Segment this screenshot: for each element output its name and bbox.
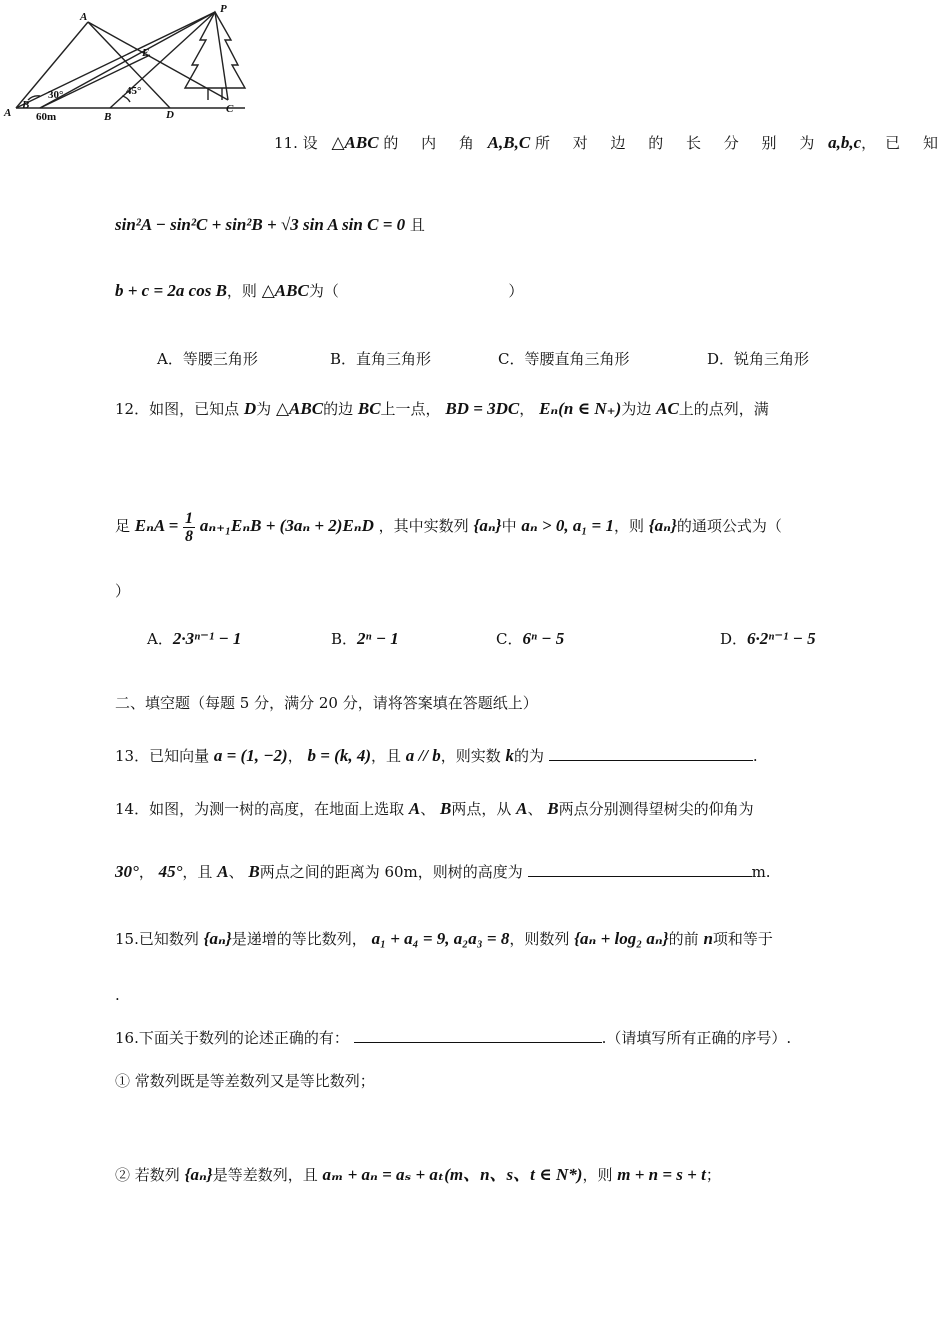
figure-label-a: A — [4, 107, 12, 119]
q12-close-paren: ） — [115, 582, 131, 600]
q11-option-c: C．等腰直角三角形 — [498, 350, 630, 368]
triangle-tree-figure — [0, 0, 260, 130]
q11-equation1: sin²A − sin²C + sin²B + √3 sin A sin C = 0 且 — [115, 215, 425, 234]
q16-line: 16.下面关于数列的论述正确的有： .（请填写所有正确的序号）. — [115, 1026, 791, 1049]
q12-option-a: A．2·3ⁿ⁻¹ − 1 — [147, 629, 242, 648]
q16-answer-blank[interactable] — [354, 1026, 602, 1043]
q12-line1: 12．如图，已知点 D为 △ABC的边 BC上一点， BD = 3DC， Eₙ(n ∈ N₊)为边 AC上的点列，满 — [115, 399, 769, 418]
figure-label-b: B — [104, 111, 112, 123]
figure-label-30: 30° — [48, 89, 64, 101]
q14-line2: 30°， 45°，且 A、 B两点之间的距离为 60m，则树的高度为 m. — [115, 862, 771, 881]
q13-line: 13．已知向量 a = (1, −2)， b = (k, 4)，且 a // b，则实数 k的为 . — [115, 746, 758, 765]
q11-option-b: B．直角三角形 — [330, 350, 432, 368]
q13-answer-blank[interactable] — [549, 744, 753, 761]
section-2-heading: 二、填空题（每题 5 分，满分 20 分，请将答案填在答题纸上） — [115, 694, 538, 712]
figure-label-b-small: B — [22, 99, 30, 111]
q14-line1: 14．如图，为测一树的高度，在地面上选取 A、 B两点，从 A、 B两点分别测得望树尖的仰角为 — [115, 799, 754, 818]
q11-option-d: D．锐角三角形 — [707, 350, 810, 368]
q14-answer-blank[interactable] — [528, 860, 752, 877]
figure-label-c: C — [226, 103, 234, 115]
figure-label-p: P — [220, 3, 227, 15]
q16-item-1: ① 常数列既是等差数列又是等比数列； — [115, 1072, 375, 1090]
q11-option-a: A．等腰三角形 — [157, 350, 258, 368]
q12-fraction: $\frac{1}{8}$ — [185, 509, 194, 545]
q12-line2: 足 EₙA = $\frac{1}{8}$ aₙ₊₁EₙB + (3aₙ + 2)EₙD ，其中实数列 {aₙ}中 aₙ > 0, a₁ = 1，则 {aₙ}的通项公式为（ — [115, 509, 782, 545]
q15-period: . — [115, 986, 120, 1004]
q12-option-d: D．6·2ⁿ⁻¹ − 5 — [720, 629, 816, 648]
figure-label-60m: 60m — [36, 111, 57, 123]
figure-label-d: D — [166, 109, 174, 121]
q12-option-c: C．6ⁿ − 5 — [496, 629, 565, 648]
q11-equation2: b + c = 2a cos B，则 △ABC为（ ） — [115, 281, 524, 300]
q15-line: 15.已知数列 {aₙ}是递增的等比数列， a₁ + a₄ = 9, a₂a₃ = 8，则数列 {aₙ + log₂ aₙ}的前 n项和等于 — [115, 929, 773, 948]
figure-label-e: E — [142, 47, 150, 59]
q16-item-2: ② 若数列 {aₙ}是等差数列，且 aₘ + aₙ = aₛ + aₜ(m、n、s、t ∈ N*)，则 m + n = s + t； — [115, 1165, 721, 1184]
q11-line1: 11. 设 △ABC 的 内 角 A,B,C 所 对 边 的 长 分 别 为 a,b,c，已 知 — [274, 133, 947, 152]
figure-label-45: 45° — [126, 85, 142, 97]
q12-option-b: B．2ⁿ − 1 — [331, 629, 399, 648]
figure-label-a-top: A — [80, 11, 88, 23]
